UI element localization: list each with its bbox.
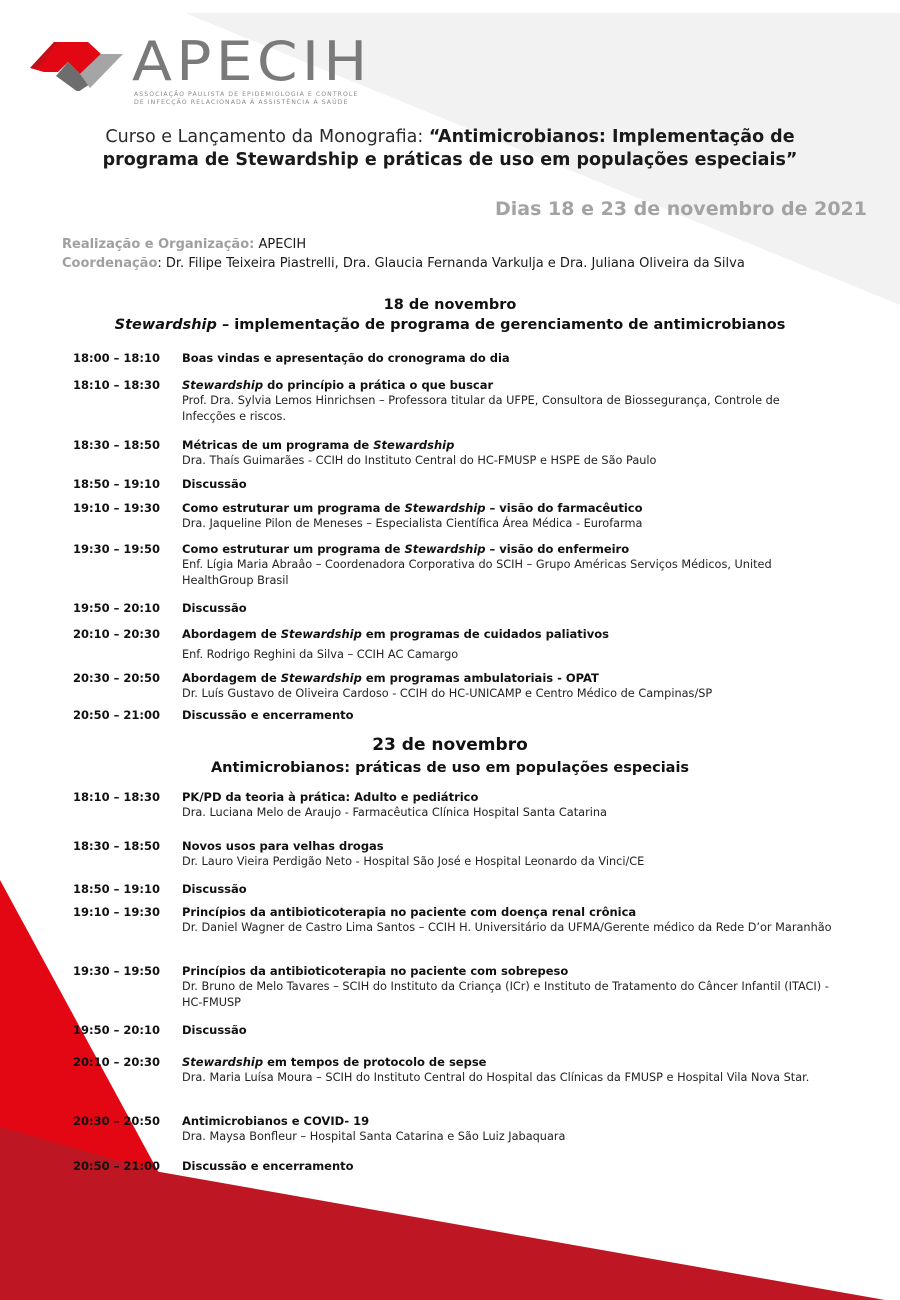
session-content [182,541,832,589]
session-title-em: Stewardship [404,542,486,556]
coordenacao-value: : Dr. Filipe Teixeira Piastrelli, Dra. Glaucia Fernanda Varkulja e Dra. Juliana Oliveira da Silva [157,256,745,271]
session-title-pre: Novos usos para velhas drogas [182,839,384,853]
session-title-em: Stewardship [182,1055,264,1069]
session-content [182,437,832,469]
session-title-pre: Métricas de um programa de [182,438,374,452]
session-title-pre: Antimicrobianos e COVID- 19 [182,1114,370,1128]
session-title-post: em tempos de protocolo de sepse [263,1055,487,1069]
session-content [182,1113,832,1145]
day2-subtitle: Antimicrobianos: práticas de uso em populações especiais [210,760,690,776]
session-content [182,377,832,425]
day1-subtitle-em: Stewardship [114,317,217,333]
session-title [182,437,832,453]
session-speaker: Dra. Luciana Melo de Araujo - Farmacêutica Clínica Hospital Santa Catarina [182,806,607,819]
session-content [182,1158,832,1174]
session-time: 19:10 – 19:30 [73,905,160,919]
session-title-pre: Discussão [182,601,247,615]
title-bold-line1: “Antimicrobianos: Implementação de [428,127,795,147]
session-speaker: Dra. Thaís Guimarães - CCIH do Instituto Central do HC-FMUSP e HSPE de São Paulo [182,454,657,467]
session-content [182,600,832,616]
day1-subtitle [0,317,900,333]
session-title-pre: Como estruturar um programa de [182,542,405,556]
session-content [182,1054,832,1086]
logo-subtitle-line1: ASSOCIAÇÃO PAULISTA DE EPIDEMIOLOGIA E CONTROLE [134,91,359,98]
session-title [182,1022,832,1038]
session-title [182,789,832,805]
day1-subtitle-rest: – implementação de programa de gerenciamento de antimicrobianos [216,317,786,333]
session-content [182,670,832,702]
session-title-pre: Discussão [182,882,247,896]
session-title-pre: Abordagem de [182,671,281,685]
realizacao-line [62,237,306,252]
session-time: 19:30 – 19:50 [73,964,160,978]
logo-mark-icon [28,36,123,91]
session-speaker: Enf. Rodrigo Reghini da Silva – CCIH AC Camargo [182,648,459,661]
session-title [182,881,832,897]
session-title [182,350,832,366]
session-time: 18:10 – 18:30 [73,790,160,804]
session-content [182,789,832,821]
session-title [182,541,832,557]
session-time: 18:10 – 18:30 [73,378,160,392]
session-speaker: Enf. Lígia Maria Abraâo – Coordenadora Corporativa do SCIH – Grupo Américas Serviços Médicos, United HealthGroup Brasil [182,558,772,587]
session-speaker: Dra. Maysa Bonfleur – Hospital Santa Catarina e São Luiz Jabaquara [182,1130,566,1143]
session-time: 18:00 – 18:10 [73,351,160,365]
session-content [182,707,832,723]
session-speaker: Dr. Lauro Vieira Perdigão Neto - Hospital São José e Hospital Leonardo da Vinci/CE [182,855,645,868]
session-title-em: Stewardship [404,501,486,515]
logo-wordmark: APECIH [132,30,372,93]
session-title [182,500,832,516]
session-speaker: Prof. Dra. Sylvia Lemos Hinrichsen – Professora titular da UFPE, Consultora de Biossegurança, Controle de Infecções e riscos. [182,394,780,423]
title-prefix: Curso e Lançamento da Monografia: [105,127,429,147]
session-title [182,1113,832,1129]
session-title [182,670,832,686]
session-title-post: do princípio a prática o que buscar [263,378,494,392]
session-title-em: Stewardship [280,671,362,685]
day1-date: 18 de novembro [383,297,517,313]
session-time: 18:50 – 19:10 [73,477,160,491]
session-time: 18:30 – 18:50 [73,839,160,853]
session-title-pre: Boas vindas e apresentação do cronograma do dia [182,351,510,365]
session-title [182,626,832,642]
session-title [182,904,832,920]
session-content [182,350,832,366]
session-speaker: Dr. Luís Gustavo de Oliveira Cardoso - CCIH do HC-UNICAMP e Centro Médico de Campinas/SP [182,687,713,700]
session-title [182,1054,832,1070]
day2-date: 23 de novembro [372,735,528,755]
session-title [182,963,832,979]
session-time: 20:10 – 20:30 [73,627,160,641]
title-bold-line2: programa de Stewardship e práticas de uso em populações especiais” [102,150,798,170]
session-title-post: – visão do farmacêutico [485,501,643,515]
session-title-em: Stewardship [373,438,455,452]
session-time: 19:30 – 19:50 [73,542,160,556]
coordenacao-line [62,256,745,271]
session-content [182,476,832,492]
session-speaker: Dr. Bruno de Melo Tavares – SCIH do Instituto da Criança (ICr) e Instituto de Tratamento do Câncer Infantil (ITACI) - HC-FMUSP [182,980,829,1009]
session-time: 18:30 – 18:50 [73,438,160,452]
event-dates: Dias 18 e 23 de novembro de 2021 [494,198,867,220]
session-time: 20:10 – 20:30 [73,1055,160,1069]
realizacao-value: APECIH [254,237,307,252]
session-title-pre: PK/PD da teoria à prática: Adulto e pediátrico [182,790,479,804]
session-title [182,838,832,854]
event-title [40,126,860,172]
session-content [182,500,832,532]
session-title-pre: Discussão e encerramento [182,708,354,722]
session-title-em: Stewardship [280,627,362,641]
session-content [182,963,832,1011]
session-title-post: em programas ambulatoriais - OPAT [361,671,599,685]
apecih-logo [28,30,373,106]
logo-subtitle-line2: DE INFECÇÃO RELACIONADA À ASSISTÊNCIA À SAÚDE [134,99,349,106]
session-title-pre: Discussão [182,477,247,491]
session-title [182,476,832,492]
session-title [182,1158,832,1174]
session-time: 19:50 – 20:10 [73,601,160,615]
session-title-pre: Discussão e encerramento [182,1159,354,1173]
session-speaker: Dra. Jaqueline Pilon de Meneses – Especialista Científica Área Médica - Eurofarma [182,517,643,530]
session-title-pre: Como estruturar um programa de [182,501,405,515]
session-time: 18:50 – 19:10 [73,882,160,896]
session-content [182,838,832,870]
session-title-pre: Princípios da antibioticoterapia no paciente com doença renal crônica [182,905,637,919]
session-title-pre: Discussão [182,1023,247,1037]
coordenacao-label: Coordenação [62,256,158,271]
session-title-post: – visão do enfermeiro [485,542,630,556]
session-title [182,600,832,616]
session-title-post: em programas de cuidados paliativos [361,627,609,641]
session-content [182,881,832,897]
session-content [182,626,832,663]
session-time: 20:30 – 20:50 [73,1114,160,1128]
session-time: 20:50 – 21:00 [73,1159,160,1173]
session-content [182,1022,832,1038]
session-title [182,707,832,723]
session-title-pre: Princípios da antibioticoterapia no paciente com sobrepeso [182,964,569,978]
session-time: 20:50 – 21:00 [73,708,160,722]
realizacao-label: Realização e Organização: [62,237,255,252]
session-title-pre: Abordagem de [182,627,281,641]
session-title-em: Stewardship [182,378,264,392]
session-speaker: Dra. Maria Luísa Moura – SCIH do Instituto Central do Hospital das Clínicas da FMUSP e Hospital Vila Nova Star. [182,1071,810,1084]
session-time: 19:10 – 19:30 [73,501,160,515]
session-speaker: Dr. Daniel Wagner de Castro Lima Santos – CCIH H. Universitário da UFMA/Gerente médico da Rede D’or Maranhão [182,921,832,934]
session-title [182,377,832,393]
session-time: 19:50 – 20:10 [73,1023,160,1037]
session-content [182,904,832,936]
session-time: 20:30 – 20:50 [73,671,160,685]
